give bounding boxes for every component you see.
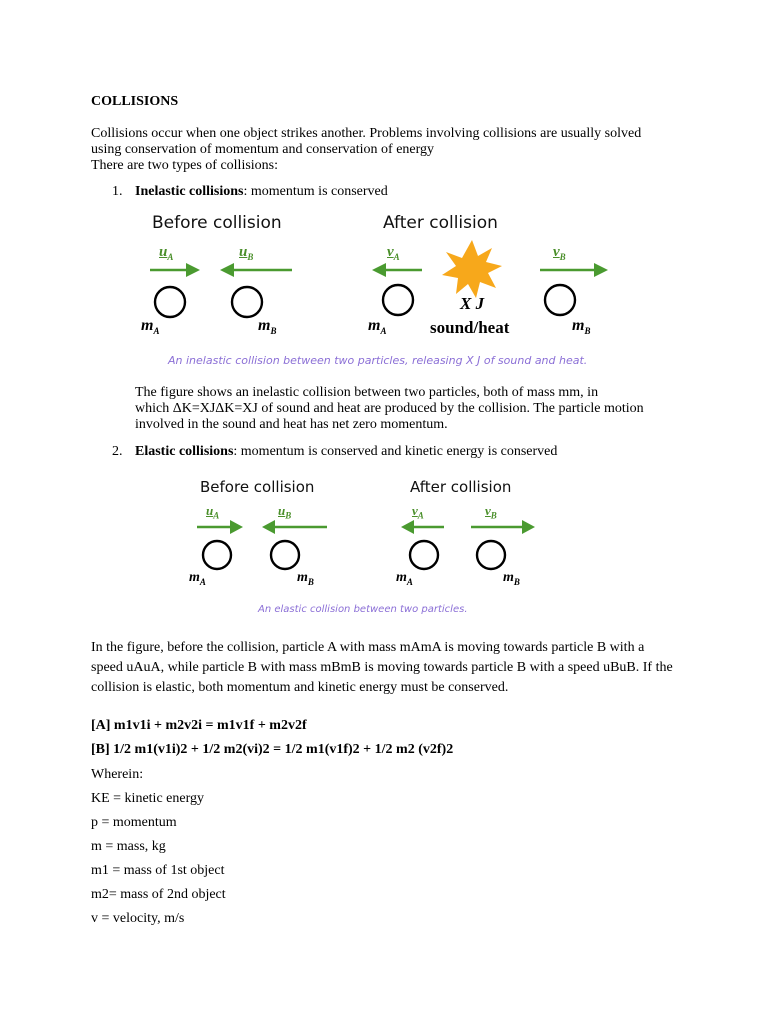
- fig2-particle-B-before: [271, 541, 299, 569]
- item-1-number: 1.: [112, 184, 123, 199]
- fig1-before-title: Before collision: [152, 213, 282, 233]
- para2-line-3: collision is elastic, both momentum and kinetic energy must be conserved.: [91, 680, 509, 695]
- item-2-bold: Elastic collisions: [135, 444, 234, 459]
- fig1-particle-B-after: [545, 285, 575, 315]
- fig2-vA-label: $v_A$: [412, 503, 424, 521]
- fig1-vB-label: $v_B$: [553, 244, 566, 262]
- equation-a: [A] m1v1i + m2v2i = m1v1f + m2v2f: [91, 718, 307, 733]
- defs-ke: KE = kinetic energy: [91, 791, 204, 806]
- fig2-mA-after: $m_A$: [396, 570, 413, 587]
- fig2-particle-A-before: [203, 541, 231, 569]
- fig1-after-title: After collision: [383, 213, 498, 233]
- item-1-bold: Inelastic collisions: [135, 184, 244, 199]
- item-1-rest: : momentum is conserved: [243, 184, 388, 199]
- fig2-caption: An elastic collision between two particles.: [258, 604, 468, 615]
- fig1-mA-after: $m_A$: [368, 317, 387, 337]
- fig2-vB-arrowhead: [522, 520, 535, 534]
- fig1-caption: An inelastic collision between two particles, releasing X J of sound and heat.: [168, 354, 588, 367]
- defs-v: v = velocity, m/s: [91, 911, 185, 926]
- fig1-vB-arrowhead: [594, 263, 608, 277]
- para1-line-3: involved in the sound and heat has net zero momentum.: [135, 417, 448, 432]
- defs-m: m = mass, kg: [91, 839, 166, 854]
- fig2-uA-label: $u_A$: [206, 503, 220, 521]
- fig2-uA-arrowhead: [230, 520, 243, 534]
- intro-line-1: Collisions occur when one object strikes another. Problems involving collisions are usually solved: [91, 126, 642, 141]
- defs-m2: m2= mass of 2nd object: [91, 887, 226, 902]
- fig2-vB-label: $v_B$: [485, 503, 497, 521]
- fig1-explosion-star-icon: [442, 240, 502, 298]
- fig1-vA-label: $v_A$: [387, 244, 400, 262]
- para2-line-1: In the figure, before the collision, particle A with mass mAmA is moving towards particle B with a: [91, 640, 645, 655]
- item-2-rest: : momentum is conserved and kinetic energy is conserved: [233, 444, 558, 459]
- intro-line-2: using conservation of momentum and conservation of energy: [91, 142, 435, 157]
- fig2-mB-before: $m_B$: [297, 570, 314, 587]
- item-2-number: 2.: [112, 444, 123, 459]
- para1-line-1: The figure shows an inelastic collision between two particles, both of mass mm, in: [135, 385, 599, 400]
- fig1-uA-label: $u_A$: [159, 244, 174, 262]
- fig2-uB-arrowhead: [262, 520, 275, 534]
- fig1-uA-arrowhead: [186, 263, 200, 277]
- defs-m1: m1 = mass of 1st object: [91, 863, 225, 878]
- defs-wherein: Wherein:: [91, 767, 144, 782]
- item-2-text: [135, 444, 557, 460]
- para1-line-2: which ΔK=XJΔK=XJ of sound and heat are produced by the collision. The particle motion: [135, 401, 644, 416]
- fig2-particle-B-after: [477, 541, 505, 569]
- intro-line-3: There are two types of collisions:: [91, 158, 279, 173]
- fig1-uB-label: $u_B$: [239, 244, 254, 262]
- fig2-after-title: After collision: [410, 478, 512, 496]
- fig1-uB-arrowhead: [220, 263, 234, 277]
- fig1-mB-before: $m_B$: [258, 317, 277, 337]
- defs-p: p = momentum: [91, 815, 177, 830]
- fig2-uB-label: $u_B$: [278, 503, 292, 521]
- fig1-particle-A-after: [383, 285, 413, 315]
- fig1-mA-before: $m_A$: [141, 317, 160, 337]
- equation-b: [B] 1/2 m1(v1i)2 + 1/2 m2(vi)2 = 1/2 m1(v1f)2 + 1/2 m2 (v2f)2: [91, 742, 454, 757]
- fig1-vA-arrowhead: [372, 263, 386, 277]
- fig1-particle-B-before: [232, 287, 262, 317]
- fig2-particle-A-after: [410, 541, 438, 569]
- fig2-mA-before: $m_A$: [189, 570, 206, 587]
- page-heading: COLLISIONS: [91, 94, 179, 109]
- fig2-before-title: Before collision: [200, 478, 315, 496]
- para2-line-2: speed uAuA, while particle B with mass mBmB is moving towards particle B with a speed uBuB. If the: [91, 660, 673, 675]
- fig1-sound-heat-label: sound/heat: [430, 318, 510, 337]
- fig1-mB-after: $m_B$: [572, 317, 591, 337]
- fig1-particle-A-before: [155, 287, 185, 317]
- fig1-xj-label: X J: [460, 294, 485, 313]
- fig2-mB-after: $m_B$: [503, 570, 520, 587]
